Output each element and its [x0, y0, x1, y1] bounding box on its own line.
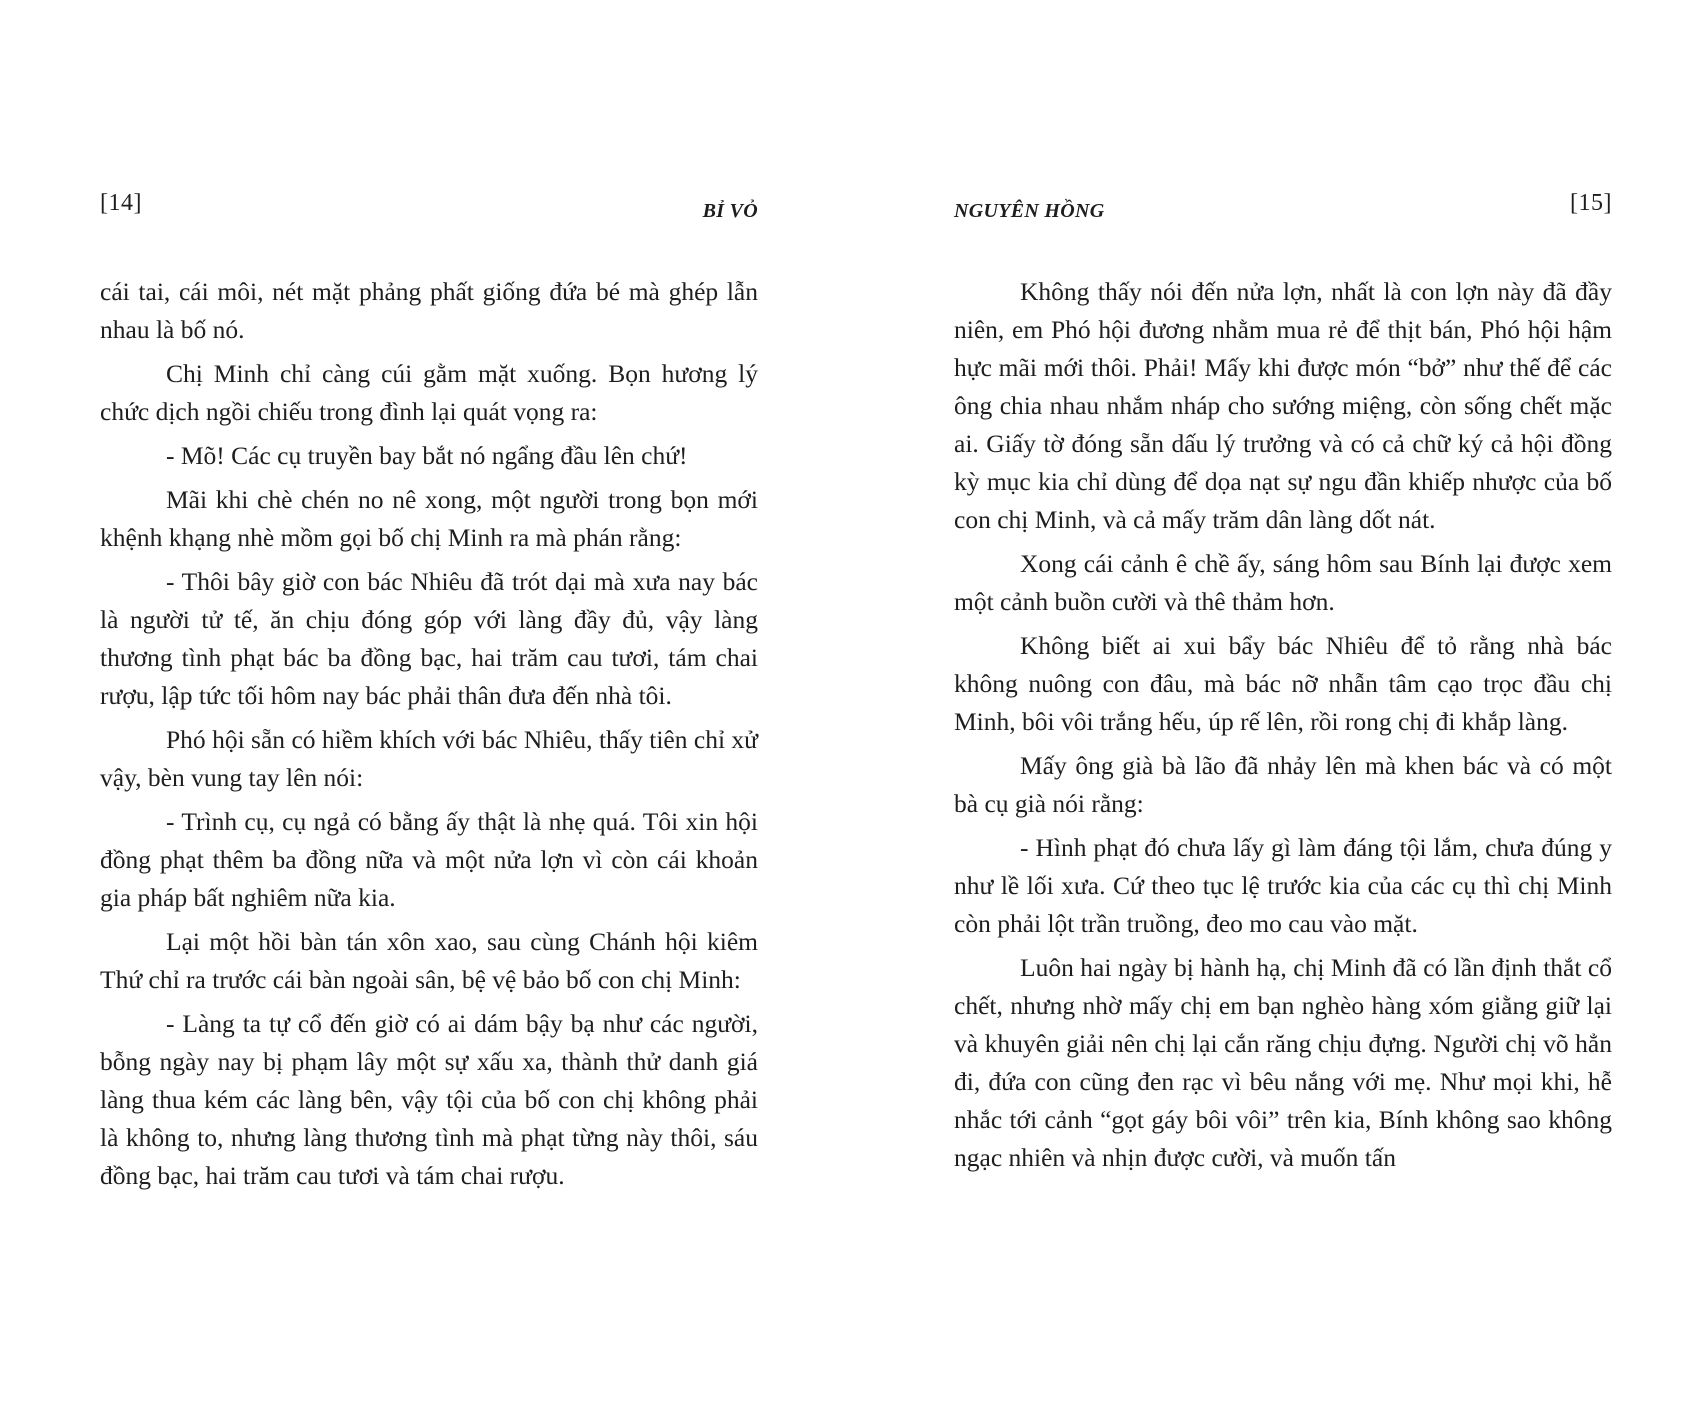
right-page-number: [15] — [1570, 190, 1612, 216]
paragraph: Không thấy nói đến nửa lợn, nhất là con lợn này đã đầy niên, em Phó hội đương nhằm mua rẻ để thịt bán, Phó hội hậm hực mãi mới thôi. Phải! Mấy khi được món “bở” như thế để các ông chia nhau nhắm nháp cho sướng miệng, còn sống chết mặc ai. Giấy tờ đóng sẵn dấu lý trưởng và có cả chữ ký cả hội đồng kỳ mục kia chỉ dùng để dọa nạt sự ngu đần khiếp nhược của bố con chị Minh, và cả mấy trăm dân làng dốt nát. — [954, 277, 1612, 534]
right-running-title: NGUYÊN HỒNG — [954, 200, 1105, 222]
left-page — [100, 0, 758, 1409]
paragraph: cái tai, cái môi, nét mặt phảng phất giống đứa bé mà ghép lẫn nhau là bố nó. — [100, 277, 758, 344]
left-page-number: [14] — [100, 190, 142, 216]
left-page-body — [100, 273, 758, 1195]
right-page — [954, 0, 1612, 1409]
paragraph: - Thôi bây giờ con bác Nhiêu đã trót dại mà xưa nay bác là người tử tế, ăn chịu đóng góp với làng đầy đủ, vậy làng thương tình phạt bác ba đồng bạc, hai trăm cau tươi, tám chai rượu, lập tức tối hôm nay bác phải thân đưa đến nhà tôi. — [100, 567, 758, 710]
left-page-header — [100, 190, 758, 230]
right-page-header — [954, 190, 1612, 230]
paragraph: - Làng ta tự cổ đến giờ có ai dám bậy bạ như các người, bỗng ngày nay bị phạm lây một sự xấu xa, thành thử danh giá làng thua kém các làng bên, vậy tội của bố con chị không phải là không to, nhưng làng thương tình mà phạt từng này thôi, sáu đồng bạc, hai trăm cau tươi và tám chai rượu. — [100, 1009, 758, 1190]
right-page-body — [954, 273, 1612, 1177]
paragraph: Mấy ông già bà lão đã nhảy lên mà khen bác và có một bà cụ già nói rằng: — [954, 751, 1612, 818]
paragraph: Mãi khi chè chén no nê xong, một người trong bọn mới khệnh khạng nhè mồm gọi bố chị Minh ra mà phán rằng: — [100, 485, 758, 552]
paragraph: - Mõ! Các cụ truyền bay bắt nó ngẩng đầu lên chứ! — [166, 441, 688, 470]
paragraph: Xong cái cảnh ê chề ấy, sáng hôm sau Bính lại được xem một cảnh buồn cười và thê thảm hơn. — [954, 549, 1612, 616]
left-running-title: BỈ VỎ — [702, 200, 758, 222]
paragraph: - Trình cụ, cụ ngả có bằng ấy thật là nhẹ quá. Tôi xin hội đồng phạt thêm ba đồng nữa và một nửa lợn vì còn cái khoản gia pháp bất nghiêm nữa kia. — [100, 807, 758, 912]
paragraph: - Hình phạt đó chưa lấy gì làm đáng tội lắm, chưa đúng y như lề lối xưa. Cứ theo tục lệ trước kia của các cụ thì chị Minh còn phải lột trần truồng, đeo mo cau vào mặt. — [954, 833, 1612, 938]
paragraph: Luôn hai ngày bị hành hạ, chị Minh đã có lần định thắt cổ chết, nhưng nhờ mấy chị em bạn nghèo hàng xóm giằng giữ lại và khuyên giải nên chị lại cắn răng chịu đựng. Người chị võ hẳn đi, đứa con cũng đen rạc vì bêu nắng với mẹ. Như mọi khi, hễ nhắc tới cảnh “gọt gáy bôi vôi” trên kia, Bính không sao không ngạc nhiên và nhịn được cười, và muốn tấn — [954, 953, 1612, 1172]
paragraph: Không biết ai xui bẩy bác Nhiêu để tỏ rằng nhà bác không nuông con đâu, mà bác nỡ nhẫn tâm cạo trọc đầu chị Minh, bôi vôi trắng hếu, úp rế lên, rồi rong chị đi khắp làng. — [954, 631, 1612, 736]
paragraph: Chị Minh chỉ càng cúi gằm mặt xuống. Bọn hương lý chức dịch ngồi chiếu trong đình lại quát vọng ra: — [100, 359, 758, 426]
paragraph: Lại một hồi bàn tán xôn xao, sau cùng Chánh hội kiêm Thứ chỉ ra trước cái bàn ngoài sân, bệ vệ bảo bố con chị Minh: — [100, 927, 758, 994]
paragraph: Phó hội sẵn có hiềm khích với bác Nhiêu, thấy tiên chỉ xử vậy, bèn vung tay lên nói: — [100, 725, 758, 792]
